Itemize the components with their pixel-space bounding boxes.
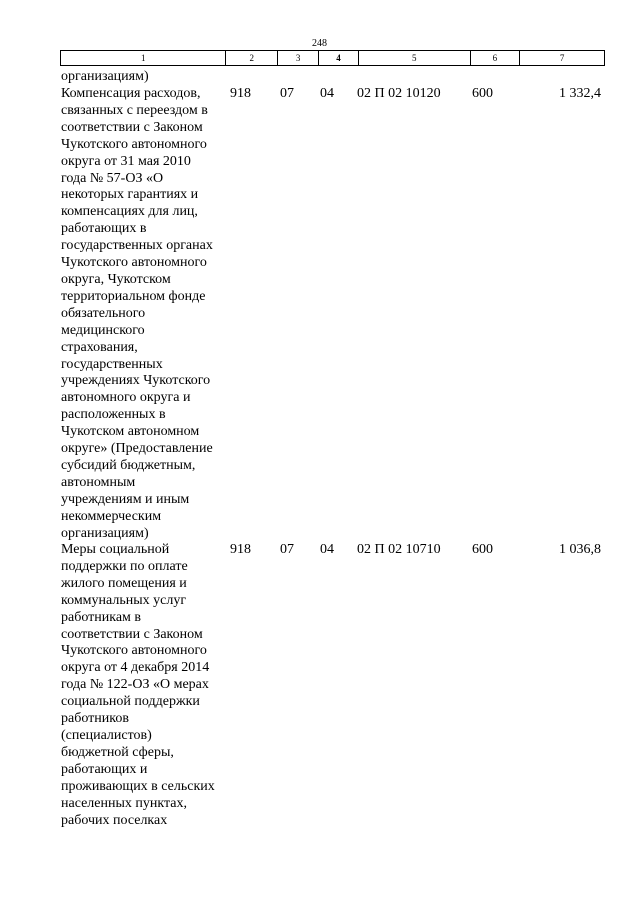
column-header-1: 1 — [61, 51, 226, 65]
column-header-4: 4 — [319, 51, 359, 65]
description-line: работникам в — [61, 609, 142, 625]
description-line: коммунальных услуг — [61, 592, 187, 608]
description-line: (специалистов) — [61, 727, 152, 743]
table-row-description — [61, 86, 231, 542]
column-header-5: 5 — [359, 51, 471, 65]
description-line: населенных пунктах, — [61, 795, 187, 811]
ministry-code: 918 — [230, 542, 251, 557]
description-line: территориальном фонде — [61, 288, 206, 304]
description-line: социальной поддержки — [61, 694, 200, 710]
section-code: 07 — [280, 542, 294, 557]
column-header-3: 3 — [278, 51, 319, 65]
description-line: Компенсация расходов, — [61, 86, 201, 101]
expense-type-code: 600 — [472, 542, 493, 557]
target-article-code: 02 П 02 10120 — [357, 86, 441, 101]
column-header-2: 2 — [226, 51, 278, 65]
description-line: некоторых гарантиях и — [61, 187, 199, 203]
description-line: жилого помещения и — [61, 575, 187, 591]
description-line: государственных органах — [61, 238, 213, 254]
column-header-6: 6 — [471, 51, 521, 65]
subsection-code: 04 — [320, 86, 334, 101]
description-line: Меры социальной — [61, 542, 170, 557]
amount-value: 1 332,4 — [559, 86, 601, 101]
ministry-code: 918 — [230, 86, 251, 101]
column-number-header — [60, 50, 605, 66]
description-line: страхования, — [61, 339, 138, 355]
description-line: поддержки по оплате — [61, 558, 188, 574]
description-line: связанных с переездом в — [61, 102, 208, 118]
description-line: медицинского — [61, 322, 145, 338]
description-line: Чукотском автономном — [61, 424, 200, 440]
description-line: округа от 31 мая 2010 — [61, 153, 191, 169]
description-line: проживающих в сельских — [61, 778, 215, 794]
description-line: Чукотского автономного — [61, 136, 207, 152]
description-line: работников — [61, 711, 129, 727]
description-line: округа, Чукотском — [61, 271, 171, 287]
description-line: компенсациях для лиц, — [61, 204, 198, 220]
expense-type-code: 600 — [472, 86, 493, 101]
target-article-code: 02 П 02 10710 — [357, 542, 441, 557]
description-line: расположенных в — [61, 407, 166, 423]
description-line: округе» (Предоставление — [61, 441, 213, 457]
description-line: автономного округа и — [61, 390, 191, 406]
description-line: соответствии с Законом — [61, 119, 203, 135]
description-line: субсидий бюджетным, — [61, 457, 196, 473]
description-line: автономным — [61, 474, 136, 490]
description-line: Чукотского автономного — [61, 643, 207, 659]
description-line: округа от 4 декабря 2014 — [61, 660, 210, 676]
description-line: бюджетной сферы, — [61, 744, 174, 760]
description-line: года № 57-ОЗ «О — [61, 170, 164, 186]
page-number: 248 — [312, 38, 327, 49]
description-line: учреждениях Чукотского — [61, 373, 211, 389]
description-line: некоммерческим — [61, 508, 162, 524]
section-code: 07 — [280, 86, 294, 101]
continued-description: организациям) — [61, 69, 149, 84]
description-line: Чукотского автономного — [61, 255, 207, 271]
description-line: работающих и — [61, 761, 148, 777]
description-line: рабочих поселках — [61, 812, 168, 828]
description-line: работающих в — [61, 221, 147, 237]
description-line: обязательного — [61, 305, 146, 321]
description-line: организациям) — [61, 525, 149, 541]
column-header-7: 7 — [559, 53, 565, 63]
description-line: государственных — [61, 356, 163, 372]
amount-value: 1 036,8 — [559, 542, 601, 557]
subsection-code: 04 — [320, 542, 334, 557]
description-line: года № 122-ОЗ «О мерах — [61, 677, 209, 693]
description-line: соответствии с Законом — [61, 626, 203, 642]
description-line: учреждениям и иным — [61, 491, 190, 507]
table-row-description — [61, 542, 231, 829]
